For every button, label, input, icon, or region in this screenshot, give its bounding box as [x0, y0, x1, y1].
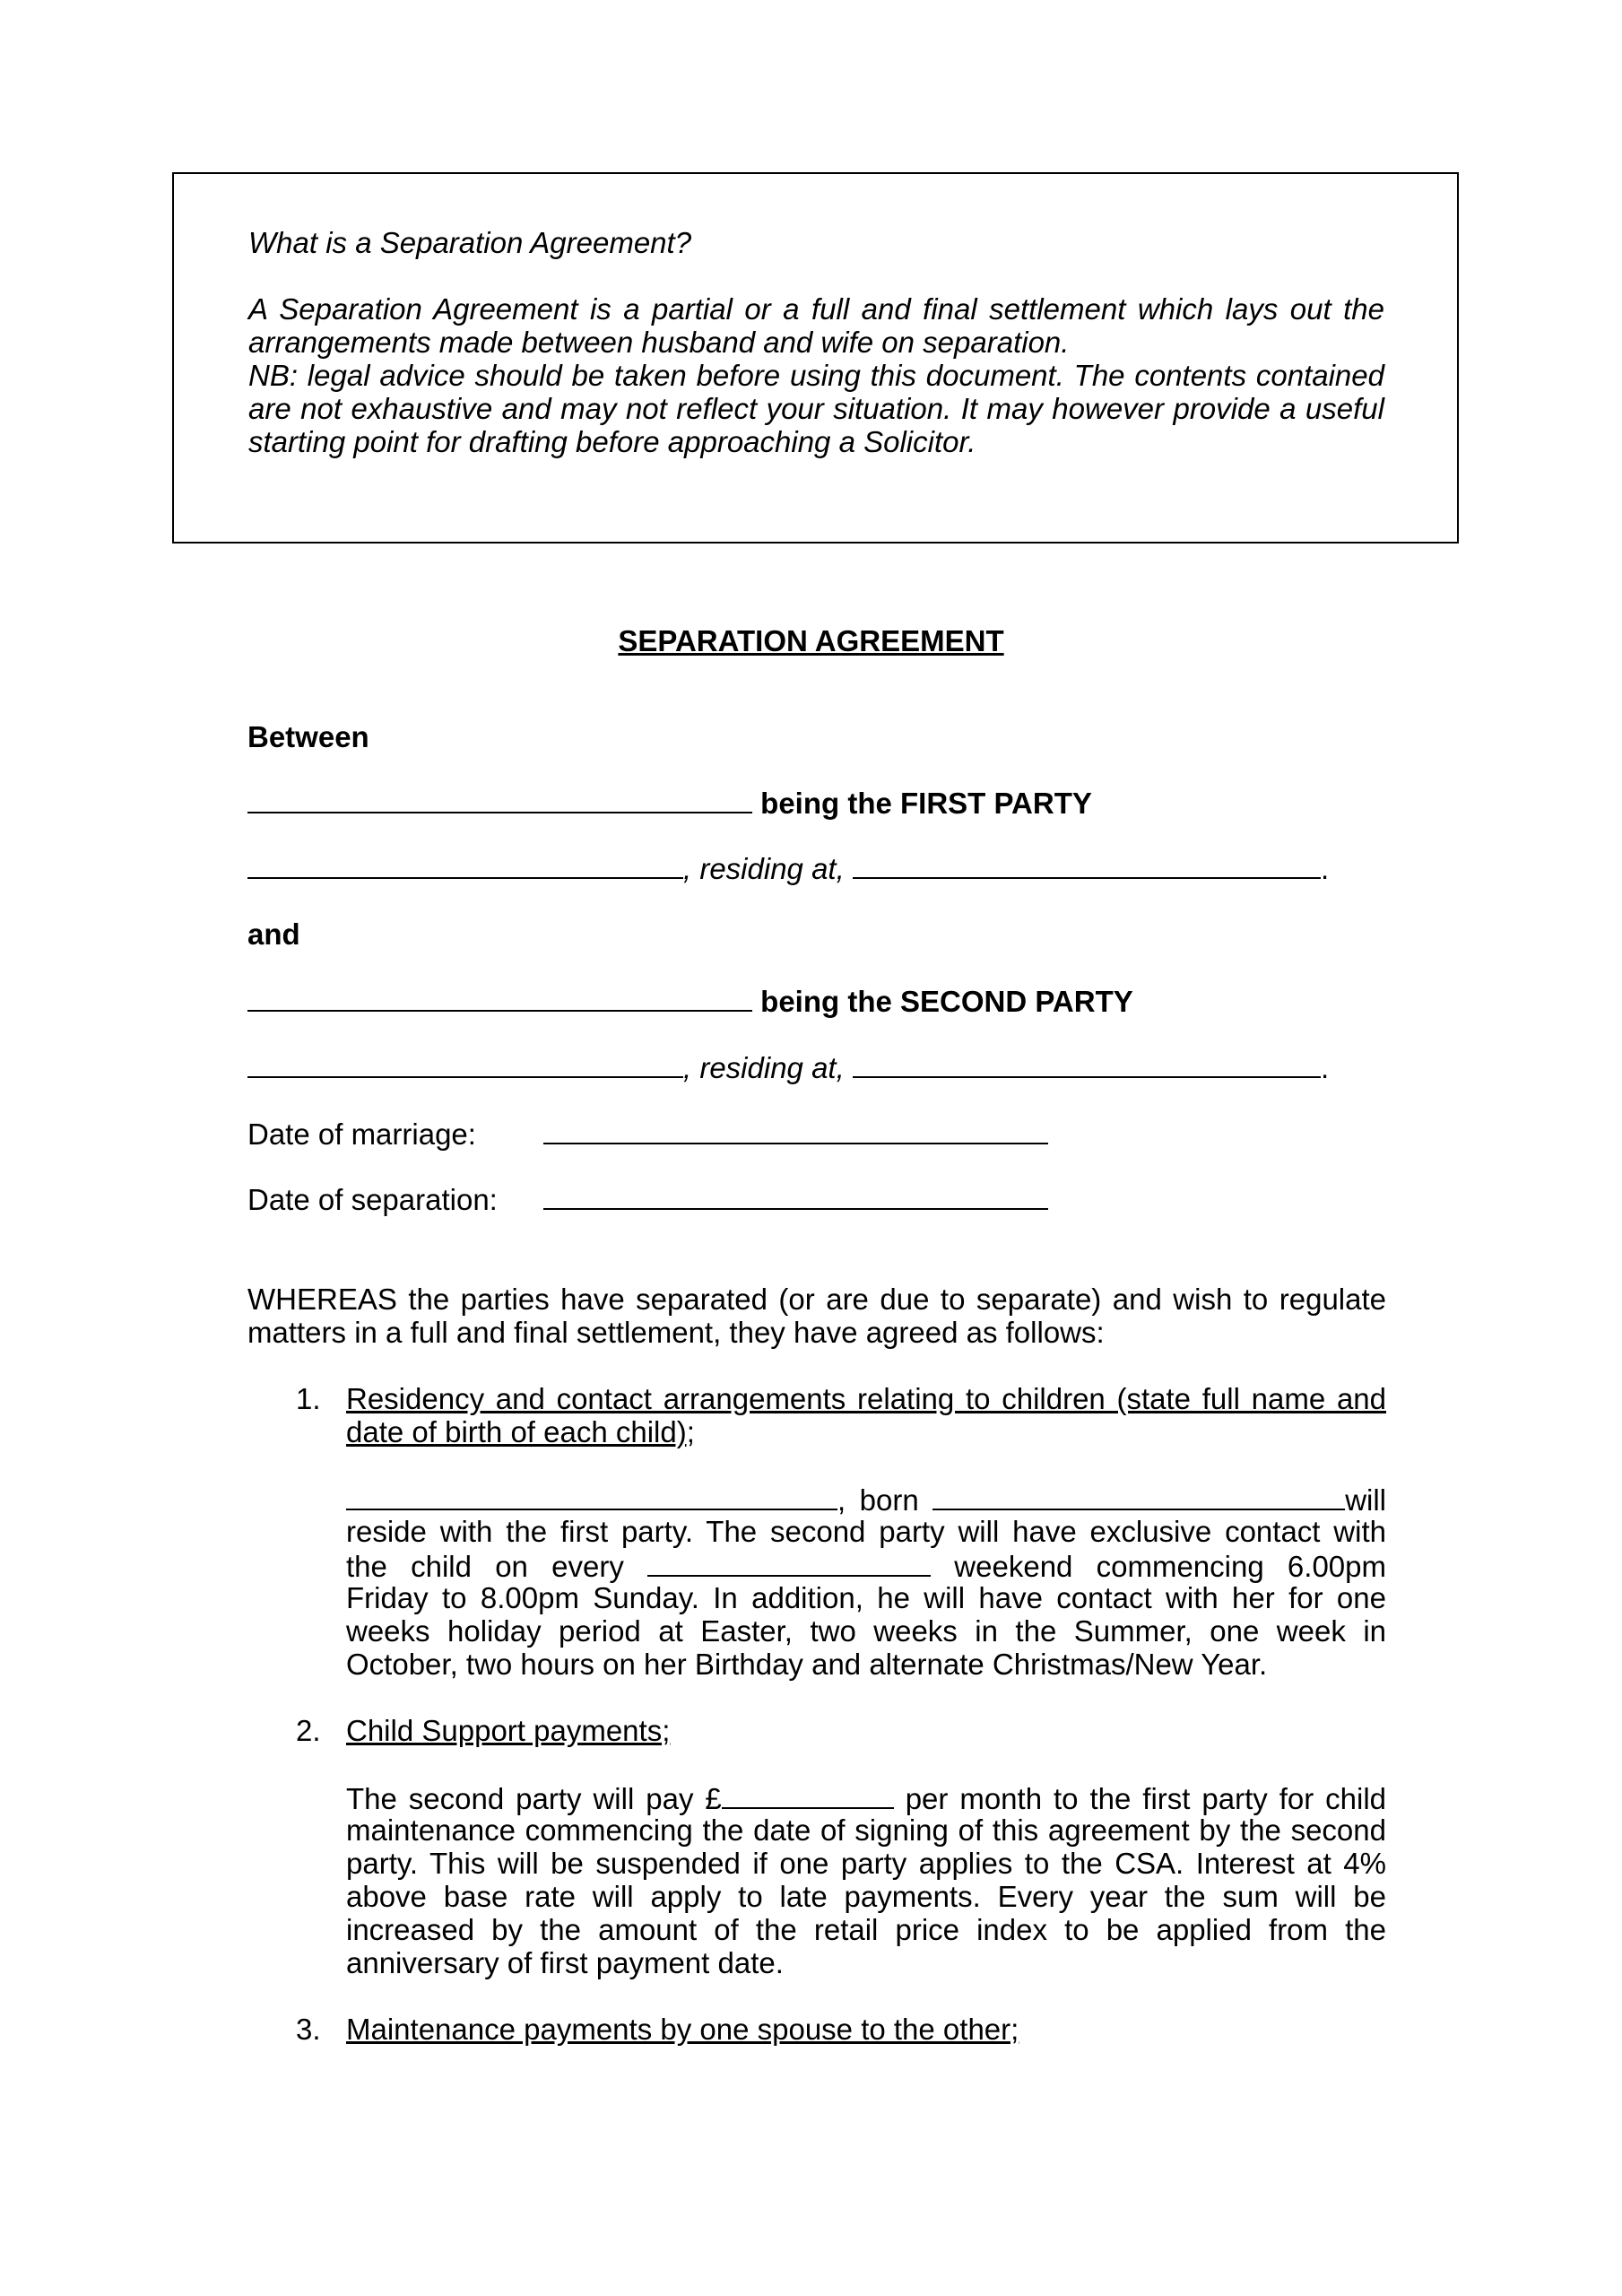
weekend-field[interactable]: [647, 1548, 931, 1577]
second-party-residence-row: [247, 1049, 1329, 1086]
clause-2-rest: maintenance commencing the date of signing of this agreement by the second party. This will be suspended if one party applies to the CSA. Interest at 4% above base rate will apply to late payments. Every year the sum will be increased by the amount of the retail price index to be applied from the anniversary of first payment date.: [346, 1813, 1386, 1979]
second-party-full-name-field[interactable]: [247, 1049, 683, 1078]
clause-3-heading: Maintenance payments by one spouse to the other;: [346, 2013, 1019, 2046]
per-month-label: per month to the first party for child: [905, 1782, 1387, 1815]
child-support-amount-field[interactable]: [722, 1780, 894, 1809]
date-of-marriage-field[interactable]: [543, 1116, 1048, 1144]
every-label: the child on every: [346, 1550, 624, 1583]
second-party-row: [247, 983, 1133, 1020]
notice-heading: What is a Separation Agreement?: [248, 226, 692, 259]
whereas-paragraph: WHEREAS the parties have separated (or are due to separate) and wish to regulate matters in a full and final settlement, they have agreed as follows:: [247, 1283, 1386, 1349]
clause-1-rest: Friday to 8.00pm Sunday. In addition, he will have contact with her for one weeks holiday period at Easter, two weeks in the Summer, one week in October, two hours on her Birthday and alternate Christmas/New Year.: [346, 1581, 1386, 1681]
clause-1-born-row: [346, 1482, 1386, 1517]
first-party-full-name-field[interactable]: [247, 850, 683, 879]
period: .: [1320, 852, 1330, 885]
clause-2-pay-row: [346, 1780, 1386, 1815]
first-party-row: [247, 785, 1092, 822]
born-label: , born: [837, 1483, 919, 1517]
clause-2-number: 2.: [296, 1714, 321, 1747]
first-party-name-field[interactable]: [247, 785, 752, 813]
residing-label: , residing at,: [683, 1051, 845, 1084]
notice-definition: A Separation Agreement is a partial or a full and final settlement which lays out the arrangements made between husband and wife on separation.: [248, 292, 1384, 359]
second-party-address-field[interactable]: [853, 1049, 1321, 1078]
between-label: Between: [247, 720, 369, 753]
date-of-separation-field[interactable]: [543, 1181, 1048, 1210]
pay-label: The second party will pay £: [346, 1782, 722, 1815]
child-birth-date-field[interactable]: [932, 1482, 1345, 1510]
first-party-label: being the FIRST PARTY: [760, 787, 1092, 820]
clause-1-line-2: reside with the first party. The second party will have exclusive contact with: [346, 1515, 1386, 1548]
and-label: and: [247, 918, 300, 951]
document-title: SEPARATION AGREEMENT: [618, 624, 1004, 657]
date-of-marriage-row: [247, 1116, 1048, 1152]
child-name-field[interactable]: [346, 1482, 837, 1510]
date-of-separation-label: Date of separation:: [247, 1183, 498, 1216]
clause-1-number: 1.: [296, 1382, 321, 1415]
clause-1-heading: Residency and contact arrangements relating to children (state full name and date of birth of each child);: [346, 1382, 1386, 1448]
date-of-marriage-label: Date of marriage:: [247, 1118, 476, 1151]
second-party-name-field[interactable]: [247, 983, 752, 1012]
weekend-label: weekend commencing 6.00pm: [954, 1550, 1386, 1583]
clause-2-heading: Child Support payments;: [346, 1714, 671, 1747]
date-of-separation-row: [247, 1181, 1048, 1218]
clause-3-number: 3.: [296, 2013, 321, 2046]
notice-box: [172, 172, 1459, 544]
second-party-label: being the SECOND PARTY: [760, 985, 1133, 1018]
residing-label: , residing at,: [683, 852, 845, 885]
first-party-address-field[interactable]: [853, 850, 1321, 879]
period: .: [1320, 1051, 1330, 1084]
notice-nb: NB: legal advice should be taken before using this document. The contents contained are not exhaustive and may not reflect your situation. It may however provide a useful starting point for drafting before approaching a Solicitor.: [248, 359, 1384, 458]
will-label: will: [1345, 1483, 1387, 1517]
clause-1-every-row: [346, 1548, 1386, 1583]
first-party-residence-row: [247, 850, 1329, 887]
